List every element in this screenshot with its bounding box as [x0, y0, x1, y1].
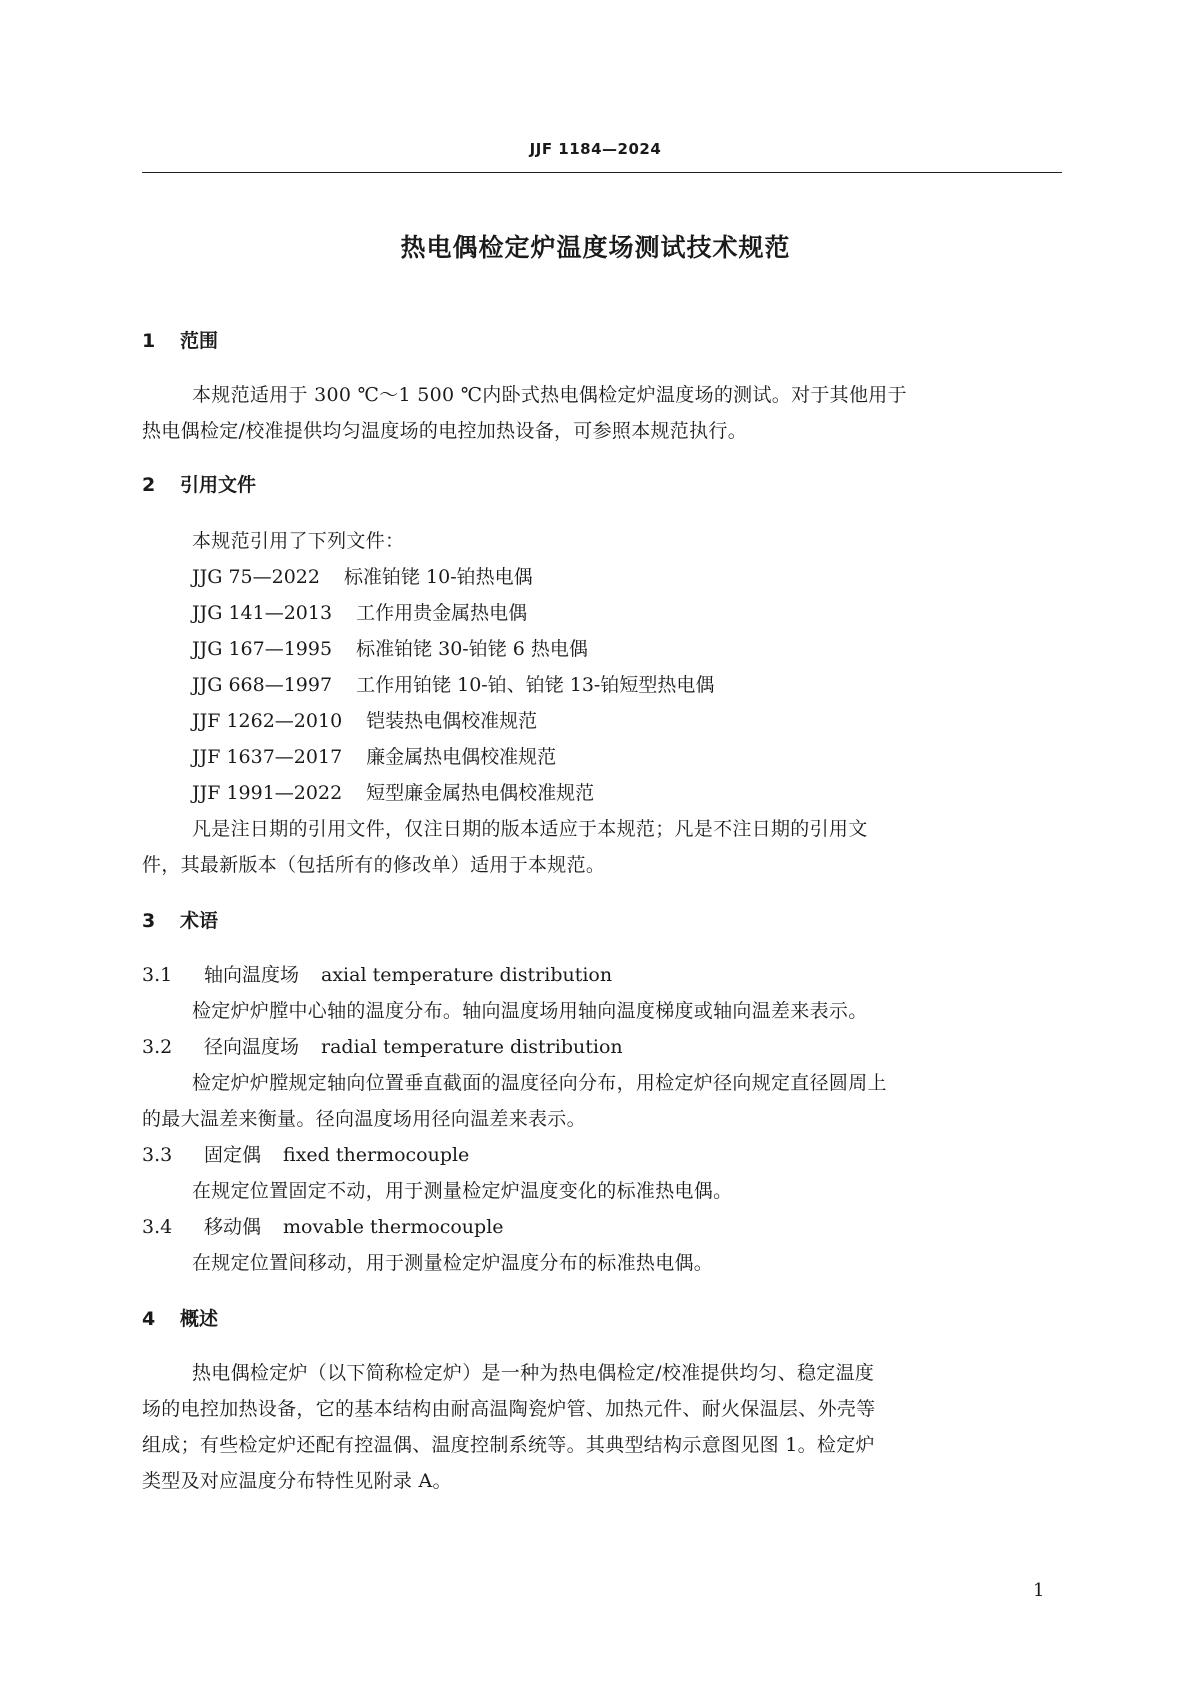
reference-item: [192, 598, 527, 625]
reference-name: 工作用贵金属热电偶: [356, 602, 528, 624]
document-title: 热电偶检定炉温度场测试技术规范: [400, 233, 791, 262]
term-number: 3.3: [142, 1144, 173, 1166]
section-title: 术语: [180, 910, 219, 932]
term-zh: 轴向温度场: [204, 964, 300, 986]
paragraph-line: 类型及对应温度分布特性见附录 A。: [142, 1470, 452, 1492]
term-definition: 在规定位置固定不动，用于测量检定炉温度变化的标准热电偶。: [192, 1180, 733, 1202]
paragraph-line: 件，其最新版本（包括所有的修改单）适用于本规范。: [142, 854, 606, 876]
section-heading-references: [142, 470, 256, 497]
header-rule: [142, 172, 1062, 173]
reference-code: JJG 141—2013: [192, 602, 333, 624]
paragraph-line: 组成；有些检定炉还配有控温偶、温度控制系统等。其典型结构示意图见图 1。检定炉: [142, 1434, 875, 1456]
term-number: 3.4: [142, 1216, 173, 1238]
term-definition: 检定炉炉膛中心轴的温度分布。轴向温度场用轴向温度梯度或轴向温差来表示。: [192, 1000, 868, 1022]
term-zh: 固定偶: [204, 1144, 262, 1166]
section-number: 2: [142, 474, 156, 496]
section-heading-overview: [142, 1304, 218, 1331]
reference-name: 短型廉金属热电偶校准规范: [366, 782, 595, 804]
term-number: 3.1: [142, 964, 173, 986]
reference-item: [192, 562, 533, 589]
term-entry: [142, 1032, 623, 1059]
paragraph-line: 凡是注日期的引用文件，仅注日期的版本适应于本规范；凡是不注日期的引用文: [192, 818, 868, 840]
reference-code: JJG 75—2022: [192, 566, 320, 588]
term-number: 3.2: [142, 1036, 173, 1058]
section-heading-terms: [142, 906, 218, 933]
term-en: fixed thermocouple: [283, 1144, 470, 1166]
paragraph-line: 热电偶检定/校准提供均匀温度场的电控加热设备，可参照本规范执行。: [142, 420, 748, 442]
paragraph-line: 热电偶检定炉（以下简称检定炉）是一种为热电偶检定/校准提供均匀、稳定温度: [192, 1362, 875, 1384]
section-number: 3: [142, 910, 156, 932]
reference-name: 工作用铂铑 10-铂、铂铑 13-铂短型热电偶: [356, 674, 715, 696]
reference-code: JJF 1637—2017: [192, 746, 343, 768]
reference-name: 标准铂铑 30-铂铑 6 热电偶: [356, 638, 588, 660]
term-zh: 径向温度场: [204, 1036, 300, 1058]
reference-code: JJG 668—1997: [192, 674, 333, 696]
term-en: axial temperature distribution: [321, 964, 613, 986]
section-title: 概述: [180, 1308, 219, 1330]
reference-name: 廉金属热电偶校准规范: [366, 746, 557, 768]
paragraph-line: 场的电控加热设备，它的基本结构由耐高温陶瓷炉管、加热元件、耐火保温层、外壳等: [142, 1398, 876, 1420]
reference-item: [192, 742, 556, 769]
term-entry: [142, 960, 612, 987]
page-number: 1: [1033, 1580, 1045, 1601]
section-title: 引用文件: [180, 474, 257, 496]
section-heading-scope: [142, 326, 218, 353]
references-intro: 本规范引用了下列文件：: [192, 530, 405, 552]
reference-code: JJF 1262—2010: [192, 710, 343, 732]
reference-name: 铠装热电偶校准规范: [366, 710, 538, 732]
reference-name: 标准铂铑 10-铂热电偶: [343, 566, 533, 588]
term-entry: [142, 1212, 504, 1239]
reference-item: [192, 634, 588, 661]
term-zh: 移动偶: [204, 1216, 262, 1238]
document-code: JJF 1184—2024: [529, 140, 662, 158]
reference-item: [192, 670, 714, 697]
reference-code: JJG 167—1995: [192, 638, 333, 660]
reference-item: [192, 706, 537, 733]
term-en: movable thermocouple: [283, 1216, 504, 1238]
section-title: 范围: [180, 330, 219, 352]
reference-code: JJF 1991—2022: [192, 782, 343, 804]
term-en: radial temperature distribution: [321, 1036, 623, 1058]
term-definition: 检定炉炉膛规定轴向位置垂直截面的温度径向分布，用检定炉径向规定直径圆周上: [192, 1072, 887, 1094]
section-number: 1: [142, 330, 156, 352]
section-number: 4: [142, 1308, 156, 1330]
paragraph-line: 本规范适用于 300 ℃～1 500 ℃内卧式热电偶检定炉温度场的测试。对于其他用于: [192, 384, 907, 406]
term-definition: 在规定位置间移动，用于测量检定炉温度分布的标准热电偶。: [192, 1252, 714, 1274]
reference-item: [192, 778, 594, 805]
term-entry: [142, 1140, 469, 1167]
term-definition: 的最大温差来衡量。径向温度场用径向温差来表示。: [142, 1108, 586, 1130]
